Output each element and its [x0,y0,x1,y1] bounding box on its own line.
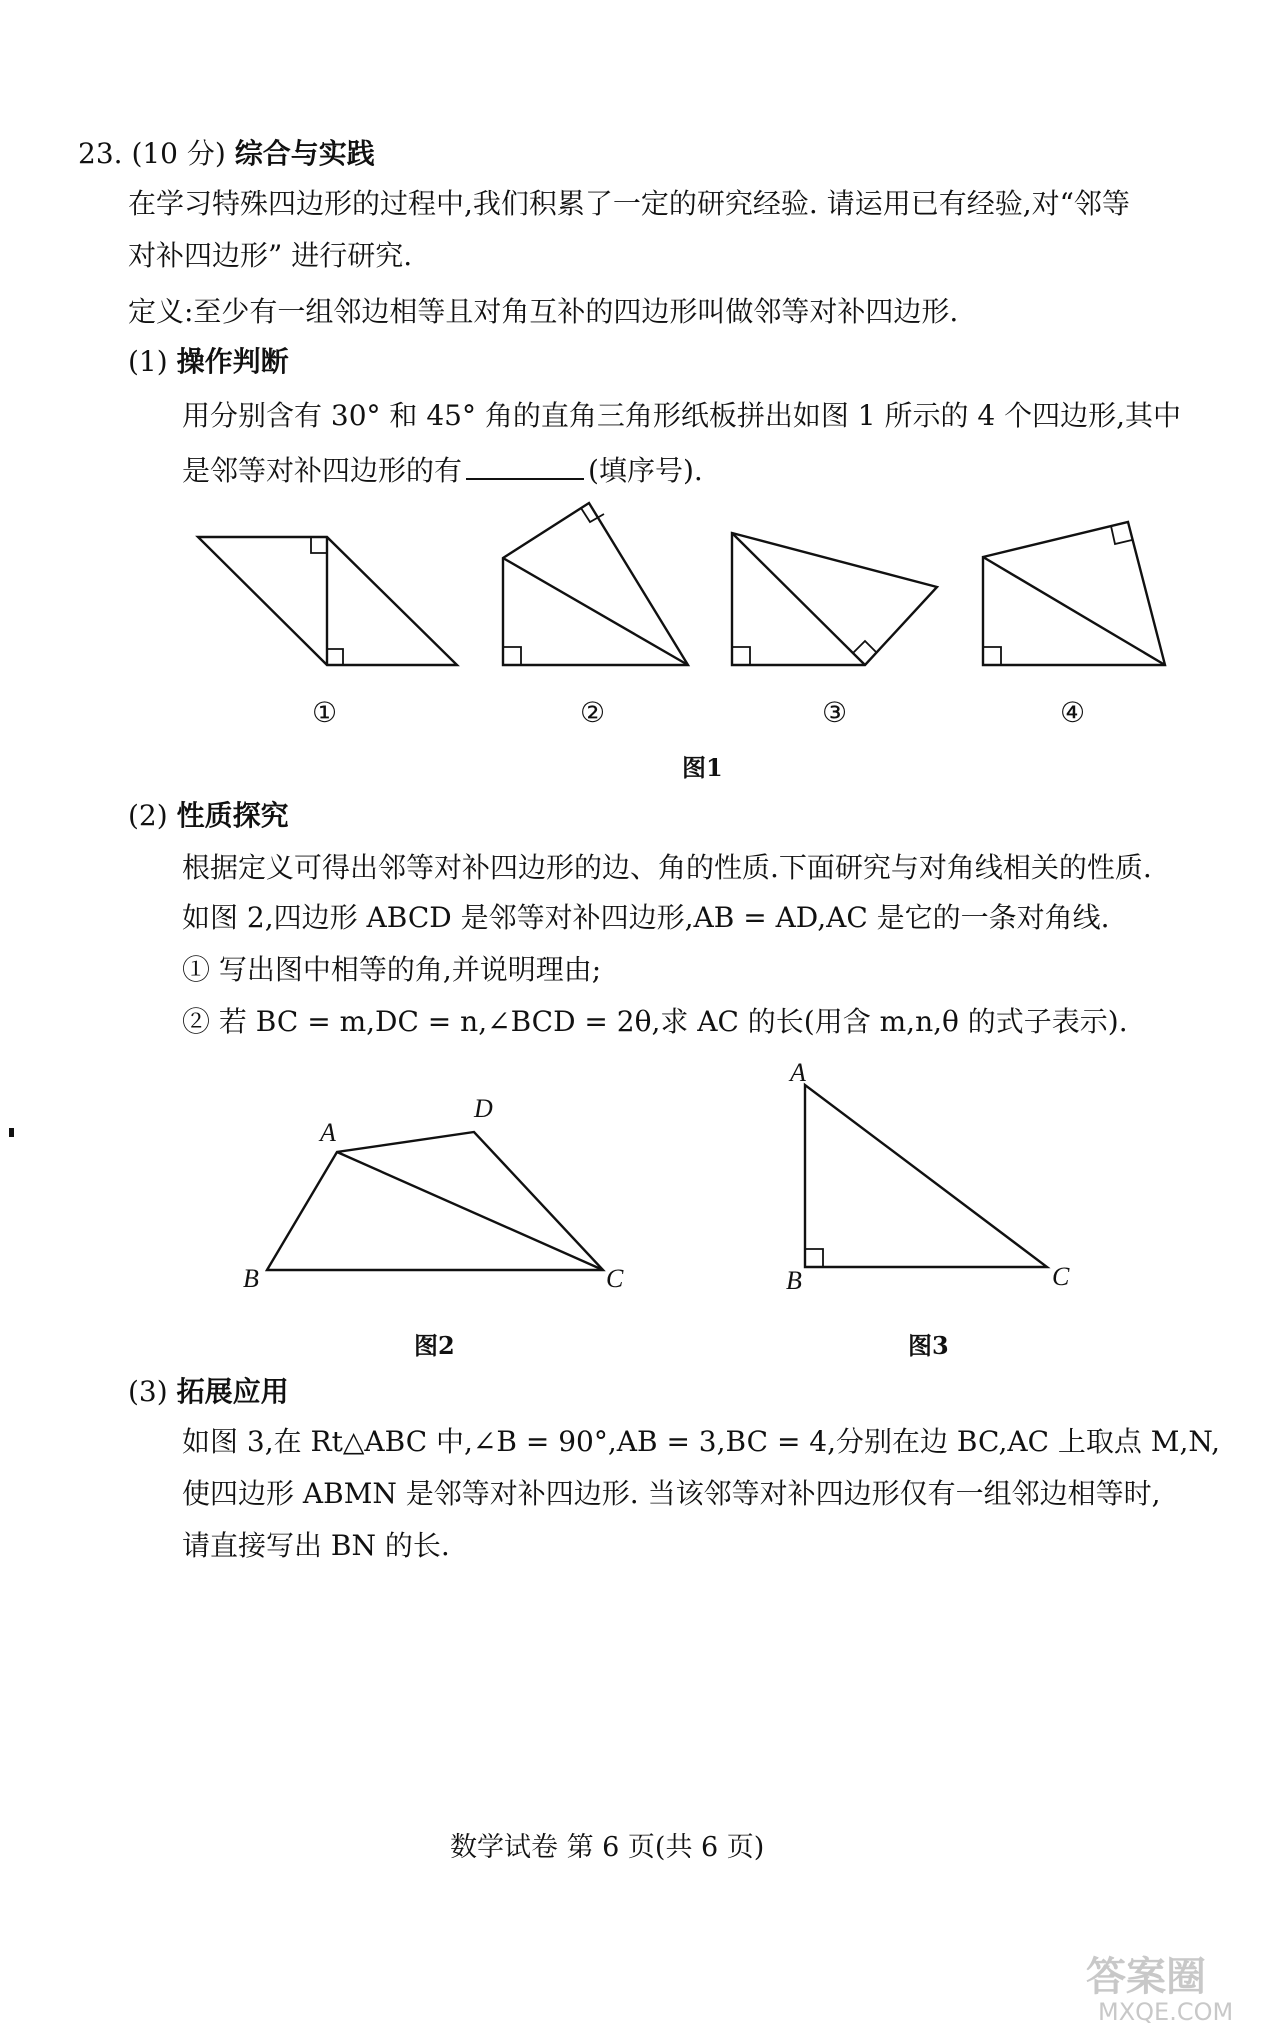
part1-number: (1) [128,345,168,378]
fig2-label-c: C [606,1264,624,1293]
part2-item-2: ② 若 BC = m,DC = n,∠BCD = 2θ,求 AC 的长(用含 m,n,θ 的式子表示). [182,1005,1128,1038]
fig1-label-1: ① [312,696,338,729]
fig1-quad-2 [503,503,688,665]
fig3-caption: 图3 [908,1331,949,1360]
fig1-quad-4 [983,522,1165,665]
part1-line-2a: 是邻等对补四边形的有 [182,454,463,487]
part3-line-2: 使四边形 ABMN 是邻等对补四边形. 当该邻等对补四边形仅有一组邻边相等时, [182,1477,1161,1510]
fig2-label-b: B [243,1264,259,1293]
part2-line-1: 根据定义可得出邻等对补四边形的边、角的性质.下面研究与对角线相关的性质. [182,851,1152,884]
part3-title: 拓展应用 [176,1375,289,1408]
fig2-quadrilateral [267,1132,603,1270]
part3-heading [128,1374,289,1410]
part2-number: (2) [128,799,168,832]
fig1-quad-3 [732,533,937,665]
answer-blank[interactable] [466,450,584,480]
question-score: (10 分) [131,137,226,170]
fig1-label-2: ② [580,696,606,729]
intro-line-2: 对补四边形” 进行研究. [128,239,413,272]
fig1-label-3: ③ [822,696,848,729]
fig1-label-4: ④ [1060,696,1086,729]
fig1-quad-1 [198,537,457,665]
fig3-label-a: A [790,1058,806,1087]
fig2-label-d: D [474,1094,493,1123]
part1-line-1: 用分别含有 30° 和 45° 角的直角三角形纸板拼出如图 1 所示的 4 个四边形,其中 [182,399,1181,432]
watermark-url: MXQE.COM [1098,1998,1234,2026]
part2-heading [128,798,289,834]
part1-line-2b: (填序号). [588,454,703,487]
question-number: 23. [78,137,123,170]
fig3-label-b: B [786,1266,802,1295]
part1-title: 操作判断 [176,345,289,378]
fig2-label-a: A [320,1118,336,1147]
part3-number: (3) [128,1375,168,1408]
part2-line-2: 如图 2,四边形 ABCD 是邻等对补四边形,AB = AD,AC 是它的一条对角线. [182,901,1110,934]
intro-line-1: 在学习特殊四边形的过程中,我们积累了一定的研究经验. 请运用已有经验,对“邻等 [128,187,1130,220]
part3-line-3: 请直接写出 BN 的长. [182,1529,450,1562]
fig1-caption: 图1 [682,753,723,782]
question-title: 综合与实践 [234,137,375,170]
fig3-label-c: C [1052,1262,1070,1291]
margin-mark [9,1128,14,1137]
part3-line-1: 如图 3,在 Rt△ABC 中,∠B = 90°,AB = 3,BC = 4,分别在边 BC,AC 上取点 M,N, [182,1425,1220,1458]
watermark-logo: 答案圈 [1086,1954,1206,2000]
fig3-triangle [805,1085,1047,1267]
part2-item-1: ① 写出图中相等的角,并说明理由; [182,953,602,986]
fig2-caption: 图2 [414,1331,455,1360]
question-header [78,136,375,172]
definition: 定义:至少有一组邻边相等且对角互补的四边形叫做邻等对补四边形. [128,295,959,328]
part1-line-2 [182,450,703,489]
page-footer: 数学试卷 第 6 页(共 6 页) [450,1832,765,1863]
part2-title: 性质探究 [176,799,289,832]
part1-heading [128,344,289,380]
